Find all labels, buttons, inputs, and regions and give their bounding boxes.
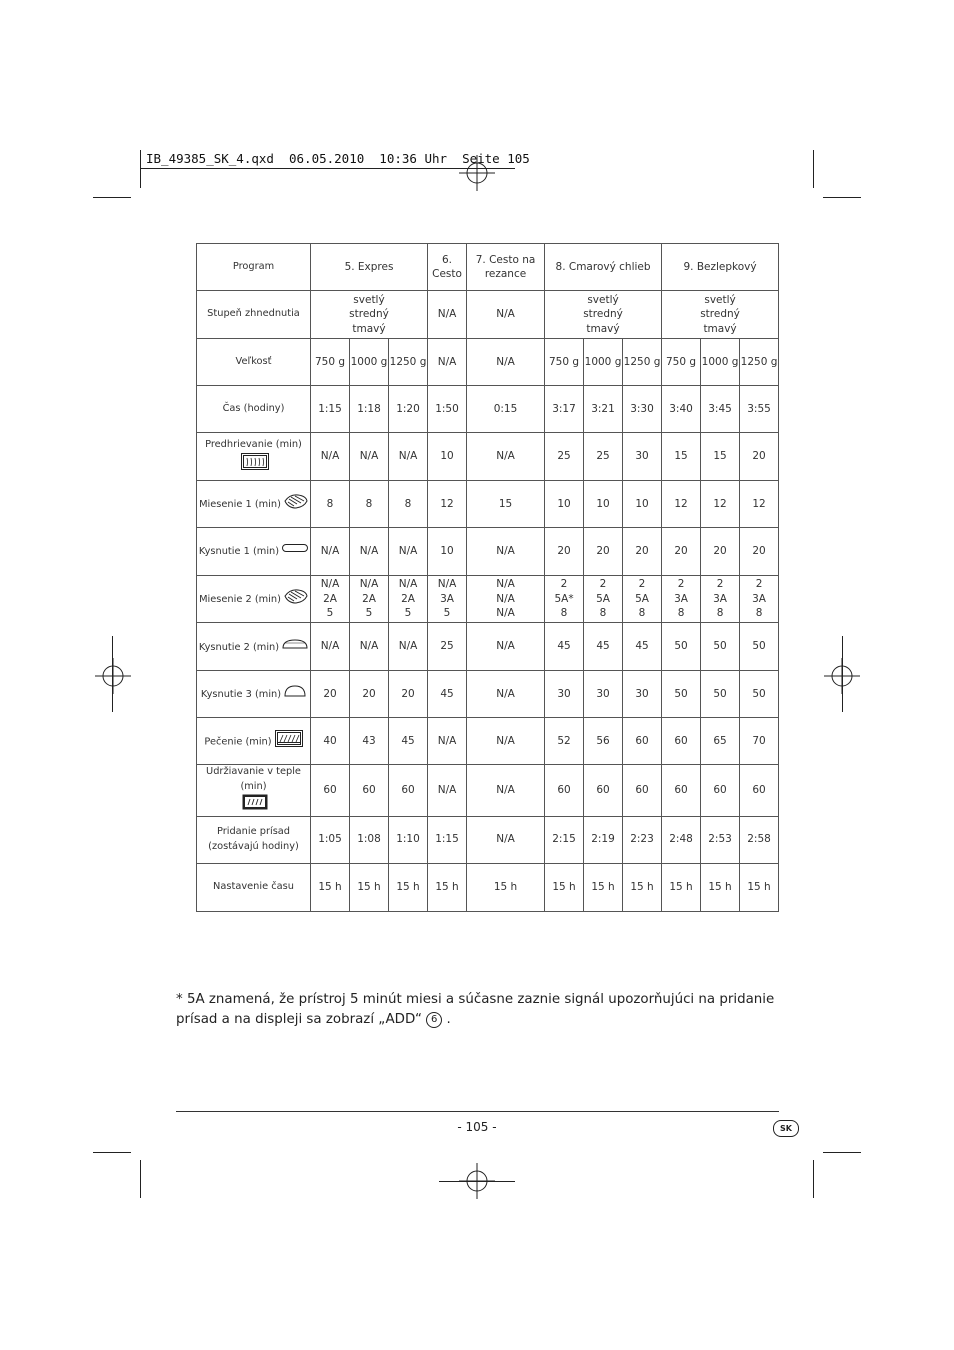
- header-row: [197, 244, 779, 291]
- table-cell: 1:08: [350, 816, 389, 863]
- table-cell: 60: [662, 765, 701, 817]
- table-cell: 20: [662, 528, 701, 576]
- header-group: 7. Cesto na rezance: [467, 244, 545, 291]
- table-cell: 20: [740, 433, 779, 481]
- table-cell: 1250 g: [740, 339, 779, 386]
- table-row: [197, 528, 779, 576]
- table-cell: N/A: [467, 671, 545, 718]
- table-row: [197, 433, 779, 481]
- table-cell: 2 5A 8: [623, 576, 662, 623]
- table-cell: 2 5A* 8: [545, 576, 584, 623]
- table-cell: N/A: [350, 623, 389, 671]
- table-cell: 2 3A 8: [701, 576, 740, 623]
- cell-line: tmavý: [703, 322, 737, 335]
- table-cell: 2:23: [623, 816, 662, 863]
- cell-line: svetlý: [587, 293, 619, 306]
- table-cell: 750 g: [311, 339, 350, 386]
- table-cell: N/A: [467, 433, 545, 481]
- row-label: [197, 718, 311, 765]
- table-cell: 3:21: [584, 386, 623, 433]
- table-cell: 0:15: [467, 386, 545, 433]
- table-cell: 1000 g: [701, 339, 740, 386]
- table-cell: 2 3A 8: [740, 576, 779, 623]
- table-cell: 60: [584, 765, 623, 817]
- row-label: Stupeň zhnednutia: [197, 291, 311, 339]
- table-cell: N/A: [350, 433, 389, 481]
- table-cell: 60: [623, 718, 662, 765]
- footnote-end: .: [446, 1012, 451, 1027]
- crop-mark: [813, 1160, 814, 1198]
- row-label-text: Miesenie 2 (min): [199, 594, 281, 605]
- table-cell: 50: [662, 623, 701, 671]
- file-slug: IB_49385_SK_4.qxd 06.05.2010 10:36 Uhr Seite 105: [146, 151, 530, 166]
- table-cell: 10: [623, 481, 662, 528]
- table-cell: 15 h: [623, 863, 662, 911]
- table-cell: 1:20: [389, 386, 428, 433]
- table-cell: 8: [350, 481, 389, 528]
- table-cell: N/A: [389, 433, 428, 481]
- table-cell: 8: [389, 481, 428, 528]
- row-label-text: Veľkosť: [235, 355, 272, 367]
- kneading-icon: [284, 492, 308, 516]
- table-cell: 30: [623, 671, 662, 718]
- table-cell: 750 g: [662, 339, 701, 386]
- table-cell: N/A: [467, 528, 545, 576]
- table-cell: 20: [311, 671, 350, 718]
- table-cell: [311, 291, 428, 339]
- row-label-text: Kysnutie 3 (min): [200, 689, 282, 700]
- table-cell: 60: [545, 765, 584, 817]
- table-cell: 43: [350, 718, 389, 765]
- header-group: 8. Cmarový chlieb: [545, 244, 662, 291]
- rising-2-icon: [282, 638, 308, 656]
- table-cell: 15 h: [311, 863, 350, 911]
- table-cell: N/A: [467, 623, 545, 671]
- table-cell: N/A: [467, 339, 545, 386]
- keep-warm-icon: [242, 794, 268, 816]
- table-cell: 60: [701, 765, 740, 817]
- page-number: - 105 -: [457, 1120, 497, 1134]
- row-label: [197, 576, 311, 623]
- baking-icon: [275, 730, 303, 753]
- table-cell: N/A N/A N/A: [467, 576, 545, 623]
- table-cell: N/A 2A 5: [350, 576, 389, 623]
- table-cell: 2:58: [740, 816, 779, 863]
- table-cell: 10: [545, 481, 584, 528]
- crop-mark: [813, 150, 814, 188]
- table-cell: [662, 291, 779, 339]
- table-cell: 3:30: [623, 386, 662, 433]
- table-cell: 60: [350, 765, 389, 817]
- table-cell: 2:48: [662, 816, 701, 863]
- table-cell: N/A: [467, 816, 545, 863]
- table-row: [197, 623, 779, 671]
- table-cell: N/A: [467, 291, 545, 339]
- table-cell: 20: [740, 528, 779, 576]
- rising-3-icon: [284, 685, 306, 703]
- crop-mark: [112, 636, 113, 712]
- row-label: [197, 671, 311, 718]
- table-cell: 750 g: [545, 339, 584, 386]
- table-cell: N/A: [350, 528, 389, 576]
- table-cell: 20: [623, 528, 662, 576]
- table-cell: 1:15: [311, 386, 350, 433]
- table-cell: 12: [740, 481, 779, 528]
- table-cell: 3:17: [545, 386, 584, 433]
- row-label: [197, 816, 311, 863]
- table-row: [197, 386, 779, 433]
- table-cell: 8: [311, 481, 350, 528]
- table-cell: 3:55: [740, 386, 779, 433]
- row-label: [197, 433, 311, 481]
- table-cell: 60: [740, 765, 779, 817]
- table-cell: 50: [701, 671, 740, 718]
- table-cell: 1:50: [428, 386, 467, 433]
- table-cell: 20: [701, 528, 740, 576]
- table-cell: N/A: [389, 528, 428, 576]
- footnote: [176, 990, 776, 1030]
- row-label-text: Pridanie prísad (zostávajú hodiny): [208, 826, 299, 852]
- row-label: [197, 528, 311, 576]
- table-cell: 15: [467, 481, 545, 528]
- preheat-icon: [241, 453, 269, 476]
- cell-line: svetlý: [353, 293, 385, 306]
- rising-1-icon: [282, 543, 308, 559]
- table-cell: 25: [584, 433, 623, 481]
- table-cell: 52: [545, 718, 584, 765]
- browning-row: [197, 291, 779, 339]
- table-cell: 3:45: [701, 386, 740, 433]
- cell-line: stredný: [349, 308, 389, 321]
- table-cell: 15 h: [467, 863, 545, 911]
- table-cell: 45: [428, 671, 467, 718]
- table-row: [197, 863, 779, 911]
- crop-mark: [93, 1152, 131, 1153]
- table-cell: 12: [701, 481, 740, 528]
- row-label: [197, 339, 311, 386]
- table-row: [197, 765, 779, 817]
- crop-mark: [842, 636, 843, 712]
- table-cell: 50: [740, 671, 779, 718]
- table-cell: 20: [350, 671, 389, 718]
- circled-number: 6: [426, 1012, 442, 1028]
- registration-mark-icon: [95, 658, 131, 694]
- header-program: Program: [197, 244, 311, 291]
- row-label-text: Kysnutie 2 (min): [198, 641, 280, 653]
- table-cell: 60: [662, 718, 701, 765]
- table-cell: 30: [584, 671, 623, 718]
- table-cell: 30: [545, 671, 584, 718]
- table-cell: 1000 g: [350, 339, 389, 386]
- table-cell: 20: [389, 671, 428, 718]
- table-row: [197, 671, 779, 718]
- table-cell: N/A 2A 5: [389, 576, 428, 623]
- crop-mark: [823, 197, 861, 198]
- crop-mark: [823, 1152, 861, 1153]
- table-cell: 56: [584, 718, 623, 765]
- table-cell: 45: [584, 623, 623, 671]
- crop-mark: [439, 1181, 515, 1182]
- row-label: [197, 863, 311, 911]
- table-cell: N/A: [428, 765, 467, 817]
- table-cell: 12: [662, 481, 701, 528]
- table-cell: 15 h: [389, 863, 428, 911]
- program-table: [196, 243, 779, 912]
- table-cell: N/A: [428, 339, 467, 386]
- row-label: [197, 623, 311, 671]
- table-cell: 15 h: [740, 863, 779, 911]
- header-group: 6. Cesto: [428, 244, 467, 291]
- table-cell: N/A: [467, 765, 545, 817]
- table-cell: 1:15: [428, 816, 467, 863]
- table-cell: 1250 g: [389, 339, 428, 386]
- row-label: [197, 481, 311, 528]
- table-cell: 15 h: [584, 863, 623, 911]
- cell-line: tmavý: [352, 322, 386, 335]
- table-cell: 60: [389, 765, 428, 817]
- table-cell: 70: [740, 718, 779, 765]
- header-group: 9. Bezlepkový: [662, 244, 779, 291]
- table-cell: 65: [701, 718, 740, 765]
- row-label: [197, 386, 311, 433]
- table-cell: 40: [311, 718, 350, 765]
- table-cell: 2:19: [584, 816, 623, 863]
- table-cell: 15: [701, 433, 740, 481]
- table-cell: 15 h: [701, 863, 740, 911]
- table-cell: N/A: [311, 433, 350, 481]
- table-cell: 25: [428, 623, 467, 671]
- table-row: [197, 816, 779, 863]
- table-cell: 2 5A 8: [584, 576, 623, 623]
- table-row: [197, 718, 779, 765]
- table-cell: [545, 291, 662, 339]
- table-cell: 30: [623, 433, 662, 481]
- row-label-text: Predhrievanie (min): [205, 439, 302, 450]
- table-cell: 15: [662, 433, 701, 481]
- table-cell: 10: [428, 433, 467, 481]
- row-label-text: Pečenie (min): [204, 736, 272, 747]
- table-cell: 1:05: [311, 816, 350, 863]
- header-group: 5. Expres: [311, 244, 428, 291]
- table-cell: 15 h: [350, 863, 389, 911]
- table-cell: N/A: [428, 718, 467, 765]
- row-label-text: Miesenie 1 (min): [199, 499, 281, 510]
- row-label: [197, 765, 311, 817]
- table-cell: N/A: [389, 623, 428, 671]
- registration-mark-icon: [459, 155, 495, 191]
- table-cell: 15 h: [545, 863, 584, 911]
- table-row: [197, 576, 779, 623]
- table-cell: N/A: [428, 291, 467, 339]
- table-cell: 2 3A 8: [662, 576, 701, 623]
- row-label-text: Čas (hodiny): [222, 402, 285, 414]
- table-cell: N/A: [467, 718, 545, 765]
- table-cell: 3:40: [662, 386, 701, 433]
- table-cell: 1:18: [350, 386, 389, 433]
- cell-line: stredný: [583, 308, 623, 321]
- table-cell: 10: [428, 528, 467, 576]
- table-cell: 45: [389, 718, 428, 765]
- table-cell: 2:15: [545, 816, 584, 863]
- table-cell: 50: [662, 671, 701, 718]
- table-cell: 1000 g: [584, 339, 623, 386]
- table-row: [197, 339, 779, 386]
- row-label-text: Kysnutie 1 (min): [198, 546, 280, 558]
- table-cell: 20: [584, 528, 623, 576]
- table-cell: 10: [584, 481, 623, 528]
- language-badge: SK: [773, 1120, 799, 1137]
- table-cell: 60: [623, 765, 662, 817]
- table-row: [197, 481, 779, 528]
- table-cell: 50: [740, 623, 779, 671]
- table-cell: 25: [545, 433, 584, 481]
- table-cell: 50: [701, 623, 740, 671]
- cell-line: tmavý: [586, 322, 620, 335]
- table-cell: 60: [311, 765, 350, 817]
- table-cell: 20: [545, 528, 584, 576]
- table-cell: 1250 g: [623, 339, 662, 386]
- table-cell: 45: [545, 623, 584, 671]
- table-cell: N/A: [311, 528, 350, 576]
- cell-line: stredný: [700, 308, 740, 321]
- row-label-text: Udržiavanie v teple (min): [206, 766, 301, 792]
- table-cell: N/A 2A 5: [311, 576, 350, 623]
- footer-rule: [176, 1111, 779, 1112]
- table-cell: 15 h: [662, 863, 701, 911]
- row-label-text: Nastavenie času: [213, 880, 294, 892]
- table-cell: 15 h: [428, 863, 467, 911]
- cell-line: svetlý: [704, 293, 736, 306]
- table-cell: 12: [428, 481, 467, 528]
- table-cell: N/A: [311, 623, 350, 671]
- footnote-text: * 5A znamená, že prístroj 5 minút miesi a súčasne zaznie signál upozorňujúci na pridanie prísad a na displeji sa zobrazí „ADD“: [176, 992, 775, 1027]
- crop-mark: [93, 197, 131, 198]
- crop-mark: [140, 1160, 141, 1198]
- table-cell: 2:53: [701, 816, 740, 863]
- table-cell: N/A 3A 5: [428, 576, 467, 623]
- table-cell: 1:10: [389, 816, 428, 863]
- kneading-icon: [284, 587, 308, 611]
- table-cell: 45: [623, 623, 662, 671]
- crop-mark: [140, 150, 141, 188]
